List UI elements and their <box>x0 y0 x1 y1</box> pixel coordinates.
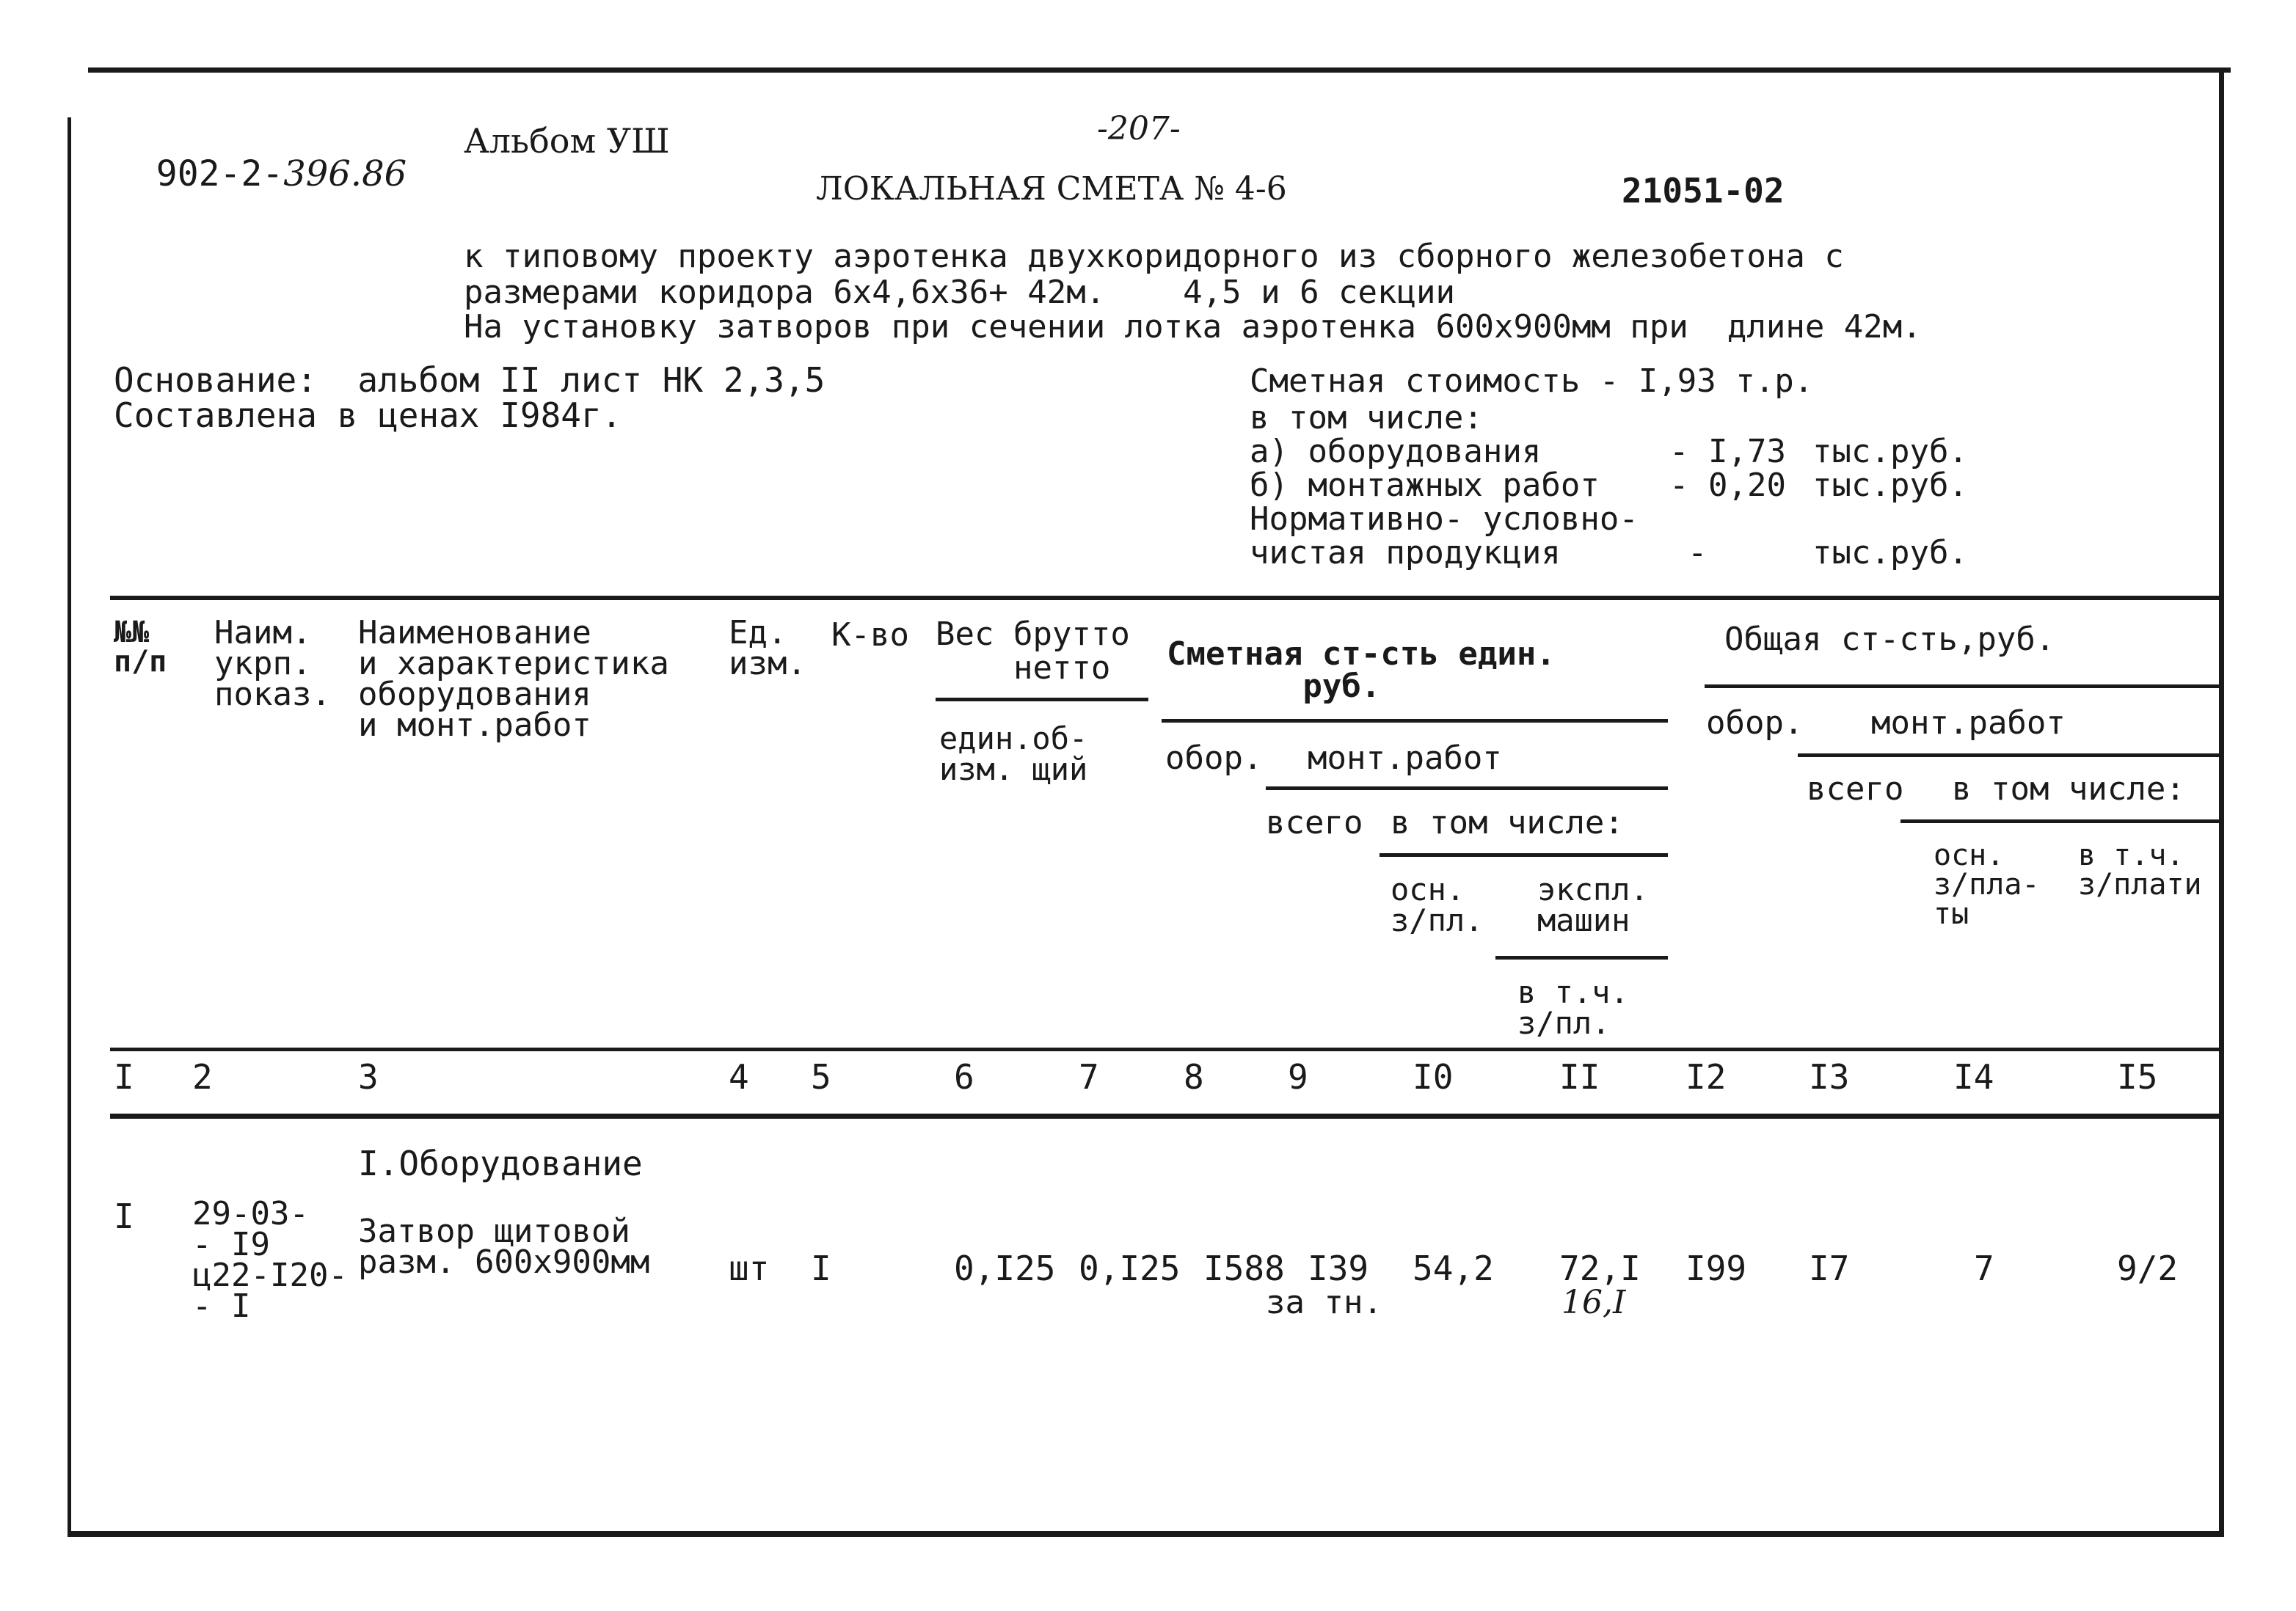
col-header-code: Наим. укрп. показ. <box>214 614 331 713</box>
col-header-qty: К-во <box>831 616 909 654</box>
col-num-9: 9 <box>1288 1057 1308 1097</box>
description-line-1: к типовому проекту аэротенка двухкоридорного из сборного железобетона с <box>464 238 1844 275</box>
col-num-10: I0 <box>1413 1057 1454 1097</box>
row-unit-equipment: I588 <box>1203 1249 1285 1288</box>
col-header-total-cost: Общая ст-сть,руб. <box>1724 621 2055 658</box>
col-header-est-osn: осн. з/пл. <box>1391 872 1484 938</box>
col-header-est-incl: в том числе: <box>1391 804 1624 841</box>
col-num-11: II <box>1559 1057 1600 1097</box>
rule-est-mont <box>1266 786 1668 790</box>
installation-cost-value: - 0,20 <box>1669 467 1786 504</box>
row-total-equipment: I99 <box>1685 1249 1747 1288</box>
col-num-6: 6 <box>954 1057 974 1097</box>
installation-cost-unit: тыс.руб. <box>1812 467 1968 504</box>
col-header-est-mash-incl: в т.ч. з/пл. <box>1517 974 1629 1041</box>
normative-label-2: чистая продукция <box>1250 534 1561 571</box>
col-num-13: I3 <box>1809 1057 1850 1097</box>
col-num-15: I5 <box>2117 1057 2158 1097</box>
col-header-tot-mont: монт.работ <box>1871 704 2066 742</box>
col-header-tot-mash-incl: в т.ч. з/плати <box>2078 839 2202 902</box>
row-weight-unit: 0,I25 <box>954 1249 1056 1288</box>
frame-bottom-border <box>68 1531 2224 1537</box>
frame-top-border <box>88 67 2231 73</box>
row-unit: шт <box>729 1249 770 1288</box>
col-header-est-total: всего <box>1266 804 1363 841</box>
project-code <box>114 121 407 194</box>
frame-right-border <box>2219 67 2224 1536</box>
description-line-2: размерами коридора 6х4,6х36+ 42м. 4,5 и 6 секции <box>464 274 1456 311</box>
row-qty: I <box>811 1249 831 1288</box>
col-num-3: 3 <box>358 1057 379 1097</box>
normative-unit: тыс.руб. <box>1812 534 1968 571</box>
col-num-2: 2 <box>192 1057 213 1097</box>
project-code-printed: 902-2- <box>156 153 284 194</box>
row-name: Затвор щитовой разм. 600х900мм <box>358 1213 650 1281</box>
rule-est-top <box>1162 719 1668 723</box>
col-header-est-mash: экспл. машин <box>1537 872 1649 938</box>
col-header-weight-sub: един.об- изм. щий <box>939 720 1088 787</box>
album-label: Альбом УШ <box>464 121 670 161</box>
rule-weight <box>936 698 1148 701</box>
project-code-handwritten: 396.86 <box>283 153 407 194</box>
row-unit-machines: 72,I <box>1559 1249 1641 1288</box>
row-unit-install-total: I39 <box>1308 1249 1369 1288</box>
rule-est-mash <box>1495 956 1668 960</box>
col-num-1: I <box>114 1057 134 1097</box>
col-header-tot-incl: в том числе: <box>1952 770 2185 808</box>
col-header-name: Наименование и характеристика оборудования и монт.работ <box>358 614 669 744</box>
col-num-14: I4 <box>1953 1057 1994 1097</box>
rule-tot-mont <box>1798 753 2223 757</box>
row-total-base-wage: 7 <box>1974 1249 1994 1288</box>
col-header-tot-total: всего <box>1807 770 1904 808</box>
basis-line-2: Составлена в ценах I984г. <box>114 395 622 435</box>
row-unit-base-wage: 54,2 <box>1413 1249 1494 1288</box>
estimated-cost: Сметная стоимость - I,93 т.р. <box>1250 362 1814 400</box>
row-total-install: I7 <box>1809 1249 1850 1288</box>
rule-tot-top <box>1705 684 2223 688</box>
including-label: в том числе: <box>1250 399 1483 436</box>
col-header-est-unit-cost: Сметная ст-сть един. руб. <box>1167 635 1556 705</box>
col-num-4: 4 <box>729 1057 749 1097</box>
equipment-cost-value: - I,73 <box>1669 433 1786 470</box>
rule-header-bottom <box>110 1048 2223 1051</box>
installation-cost-label: б) монтажных работ <box>1250 467 1600 504</box>
col-header-tot-obor: обор. <box>1706 704 1804 742</box>
row-unit-machines-wage: 16,I <box>1561 1284 1626 1321</box>
normative-value: - <box>1688 534 1708 571</box>
col-header-est-mont: монт.работ <box>1308 739 1502 777</box>
basis-line-1: Основание: альбом II лист НК 2,3,5 <box>114 360 826 400</box>
row-total-machines-wage: 9/2 <box>2117 1249 2179 1288</box>
description-line-3: На установку затворов при сечении лотка аэротенка 600х900мм при длине 42м. <box>464 308 1922 346</box>
page-number: -207- <box>1097 110 1181 147</box>
rule-numbers-bottom <box>110 1114 2223 1119</box>
row-unit-install-note: за тн. <box>1266 1284 1382 1321</box>
rule-tot-incl <box>1900 819 2223 823</box>
normative-label-1: Нормативно- условно- <box>1250 500 1639 538</box>
col-num-5: 5 <box>811 1057 831 1097</box>
equipment-cost-label: а) оборудования <box>1250 433 1542 470</box>
row-weight-total: 0,I25 <box>1079 1249 1181 1288</box>
row-number: I <box>114 1197 134 1236</box>
estimate-title: ЛОКАЛЬНАЯ СМЕТА № 4-6 <box>816 170 1287 208</box>
section-title: I.Оборудование <box>358 1144 643 1183</box>
table-top-rule <box>110 596 2223 600</box>
col-header-est-obor: обор. <box>1165 739 1263 777</box>
col-header-unit: Ед. изм. <box>729 614 806 682</box>
col-header-weight: Вес брутто нетто <box>936 615 1130 687</box>
inventory-number: 21051-02 <box>1622 171 1785 211</box>
equipment-cost-unit: тыс.руб. <box>1812 433 1968 470</box>
col-num-8: 8 <box>1184 1057 1204 1097</box>
row-code: 29-03- - I9 ц22-I20- - I <box>192 1195 348 1325</box>
col-num-7: 7 <box>1079 1057 1099 1097</box>
col-header-number: №№ п/п <box>114 615 167 679</box>
rule-est-incl <box>1380 853 1668 857</box>
frame-left-border <box>68 117 71 1536</box>
col-num-12: I2 <box>1685 1057 1727 1097</box>
col-header-tot-osn: осн. з/пла- ты <box>1934 839 2040 931</box>
